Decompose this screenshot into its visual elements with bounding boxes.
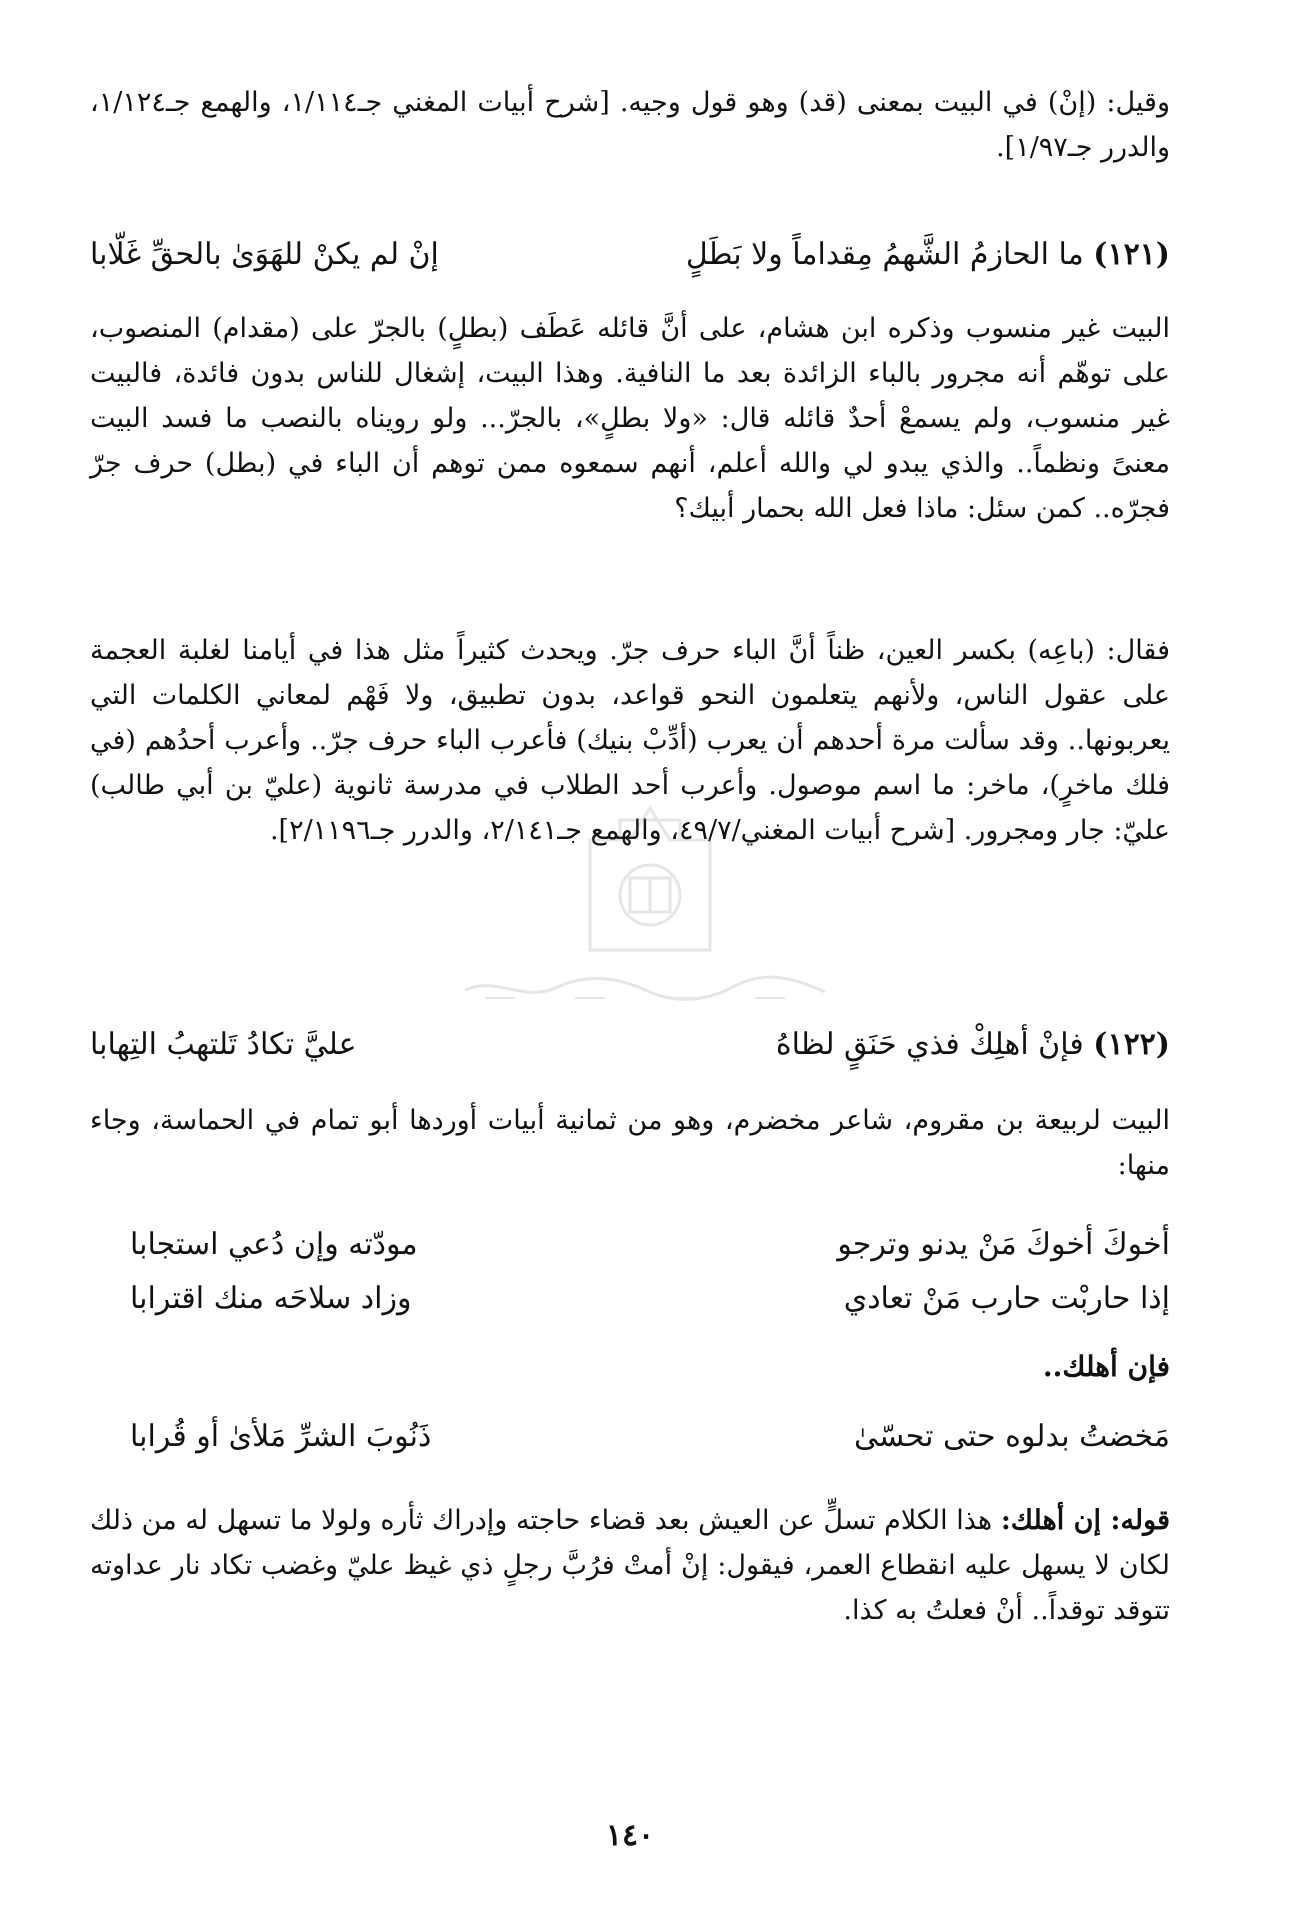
final-commentary-text: هذا الكلام تسلٍّ عن العيش بعد قضاء حاجته وإدراك ثأره ولولا ما تسهل له من ذلك لكان لا يسهل عليه انقطاع العمر، فيقول: إنْ أمتْ فرُبَّ رجلٍ ذي غيظ عليّ وغضب تكاد نار عداوته تتوقد توقداً.. أنْ فعلتُ به كذا. — [90, 1505, 1170, 1626]
page-number: ١٤٠ — [605, 1818, 655, 1853]
verse-122-number: (١٢٢) — [1093, 1027, 1170, 1062]
final-commentary-lead: قوله: إن أهلك: — [1000, 1505, 1170, 1536]
verse-121-number: (١٢١) — [1093, 237, 1170, 272]
verse-121-first-hemistich — [686, 230, 1170, 280]
verse-122-second-hemistich: عليَّ تكادُ تَلتهبُ التِهابا — [90, 1027, 357, 1062]
poem-excerpt — [130, 1218, 1170, 1326]
verse-121-first-text: ما الحازمُ الشَّهمُ مِقداماً ولا بَطَلٍ — [685, 237, 1084, 272]
poem-line-first-hemistich: إذا حاربْت حارب مَنْ تعادي — [843, 1281, 1170, 1316]
verse-121-second-hemistich: إنْ لم يكنْ للهَوَىٰ بالحقِّ غَلّابا — [90, 237, 439, 272]
watermark-lettering — [455, 968, 835, 1008]
verse-122 — [90, 1020, 1170, 1070]
verse-122-first-hemistich — [776, 1020, 1170, 1070]
commentary-121-part-1: البيت غير منسوب وذكره ابن هشام، على أنَّ قائله عَطَف (بطلٍ) بالجرّ على (مقدام) المنصوب، على توهّم أنه مجرور بالباء الزائدة بعد ما النافية. وهذا البيت، إشغال للناس بدون فائدة، فالبيت غير منسوب، ولم يسمعْ أحدٌ قائله قال: «ولا بطلٍ»، بالجرّ... ولو رويناه بالنصب ما فسد البيت معنىً ونظماً.. والذي يبدو لي والله أعلم، أنهم سمعوه ممن توهم أن الباء في (بطل) حرف جرّ فجرّه.. كمن سئل: ماذا فعل الله بحمار أبيك؟ — [90, 313, 1170, 524]
bridge-text: فإن أهلك.. — [1042, 1350, 1170, 1383]
poem-excerpt-continued — [130, 1410, 1170, 1464]
commentary-122: البيت لربيعة بن مقروم، شاعر مخضرم، وهو من ثمانية أبيات أوردها أبو تمام في الحماسة، وجاء منها: — [90, 1105, 1170, 1181]
intro-paragraph: وقيل: (إنْ) في البيت بمعنى (قد) وهو قول وجيه. [شرح أبيات المغني جـ١/١١٤، والهمع جـ١/١٢٤، والدرر جـ١/٩٧]. — [90, 87, 1170, 163]
final-commentary — [90, 1498, 1170, 1633]
poem-line-first-hemistich: أخوكَ أخوكَ مَنْ يدنو وترجو — [837, 1227, 1170, 1262]
commentary-121-part-2: فقال: (باعِه) بكسر العين، ظناً أنَّ الباء حرف جرّ. ويحدث كثيراً مثل هذا في أيامنا لغلبة العجمة على عقول الناس، ولأنهم يتعلمون النحو قواعد، بدون تطبيق، ولا فَهْم لمعاني الكلمات التي يعربونها.. وقد سألت مرة أحدهم أن يعرب (أدِّبْ بنيك) فأعرب الباء حرف جرّ.. وأعرب أحدُهم (في فلك ماخرٍ)، ماخر: ما اسم موصول. وأعرب أحد الطلاب في مدرسة ثانوية (عليّ بن أبي طالب) عليّ: جار ومجرور. [شرح أبيات المغني/٤٩/٧، والهمع جـ٢/١٤١، والدرر جـ٢/١١٩٦]. — [90, 635, 1170, 846]
poem-line — [130, 1272, 1170, 1326]
poem-line — [130, 1410, 1170, 1464]
poem-line — [130, 1218, 1170, 1272]
poem-line-second-hemistich: وزاد سلاحَه منك اقترابا — [130, 1281, 412, 1316]
poem-line-first-hemistich: مَخضتُ بدلوه حتى تحسّىٰ — [853, 1419, 1170, 1454]
library-seal-icon — [560, 800, 740, 980]
verse-122-first-text: فإنْ أهلِكْ فذي حَنَقٍ لظاهُ — [775, 1027, 1084, 1062]
verse-121 — [90, 230, 1170, 280]
poem-line-second-hemistich: ذَنُوبَ الشرِّ مَلأىٰ أو قُرابا — [130, 1419, 432, 1454]
poem-line-second-hemistich: مودّته وإن دُعي استجابا — [130, 1227, 418, 1262]
